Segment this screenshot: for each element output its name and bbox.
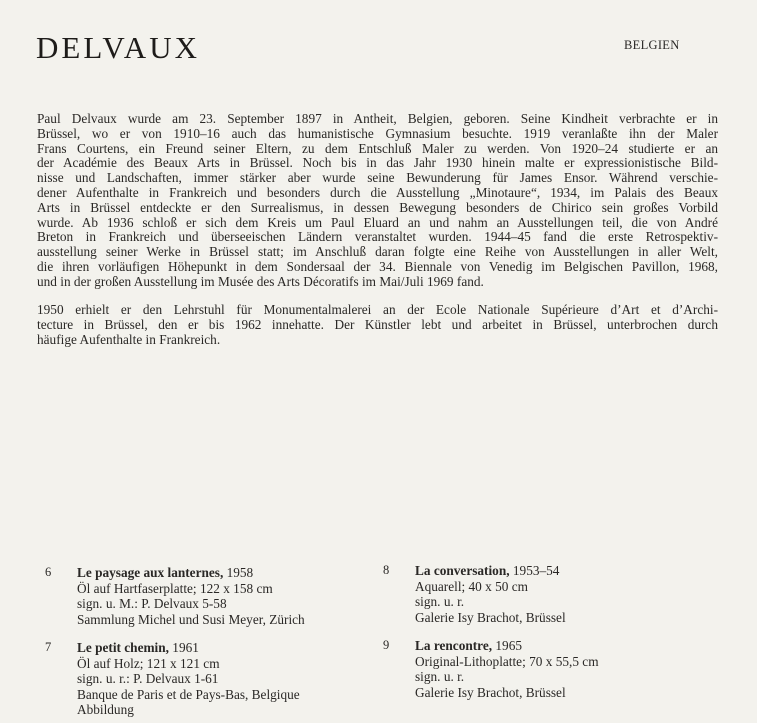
artwork-title-line [415,638,599,654]
text-line: wurde. Ab 1936 schloß er sich dem Kreis um Paul Eluard an und nahm an Ausstellungen teil, die von André [37,214,718,230]
artwork-year: 1965 [495,638,522,653]
text-line: und in der großen Ausstellung im Musée des Arts Décoratifs im Mai/Juli 1969 fand. [37,273,484,289]
artwork-detail: Galerie Isy Brachot, Brüssel [415,609,566,625]
catalog-entry [415,563,566,625]
artwork-title-line [77,640,300,656]
catalog-number: 9 [383,638,390,652]
artwork-detail: sign. u. r. [415,669,465,684]
artwork-detail: Abbildung [77,702,134,717]
artwork-title-line [415,563,566,579]
artwork-year: 1961 [172,640,199,655]
artwork-detail: Öl auf Hartfaserplatte; 122 x 158 cm [77,580,273,596]
text-line: Brüssel, wo er von 1910–16 auch das humanistische Gymnasium besuchte. 1919 veranlaßte ihn der Maler [37,125,718,141]
text-line: nisse und Landschaften, immer stärker aber wurde seine Bewunderung für James Ensor. Während verschie- [37,170,718,186]
text-line: Paul Delvaux wurde am 23. September 1897 in Antheit, Belgien, geboren. Seine Kindheit verbrachte er in [37,111,718,126]
artwork-title-line [77,565,305,581]
catalog-entry [77,640,300,718]
catalog-entry [77,565,305,627]
artwork-detail: Banque de Paris et de Pays-Bas, Belgique [77,686,300,702]
biography-paragraph-2 [37,303,718,347]
text-line: 1950 erhielt er den Lehrstuhl für Monumentalmalerei an der Ecole Nationale Supérieure d’Art et d’Archi- [37,302,718,317]
text-line: tecture in Brüssel, den er bis 1962 innehatte. Der Künstler lebt und arbeitet in Brüssel, unterbrochen durch [37,316,718,332]
artwork-detail: Original-Lithoplatte; 70 x 55,5 cm [415,653,599,669]
artwork-detail: sign. u. r.: P. Delvaux 1-61 [77,671,219,686]
artwork-detail: Sammlung Michel und Susi Meyer, Zürich [77,611,305,627]
text-line: häufige Aufenthalte in Frankreich. [37,331,221,347]
artwork-detail: Galerie Isy Brachot, Brüssel [415,684,566,700]
artwork-detail: sign. u. r. [415,594,465,609]
country-label: BELGIEN [624,38,680,52]
artwork-title: Le paysage aux lanternes, [77,565,224,580]
text-line: ausstellung seiner Werke in Brüssel statt; im Anschluß daran folgte eine Reihe von Ausstellungen in aller Welt, [37,244,718,260]
artwork-year: 1953–54 [512,563,560,578]
biography-paragraph-1 [37,112,718,290]
text-line: Frans Courtens, ein Freund seiner Eltern, zu dem Entschluß Maler zu werden. Von 1920–24 studierte er an [37,140,718,156]
artwork-title: Le petit chemin, [77,640,169,655]
text-line: Breton in Frankreich und überseeischen Ländern veranstaltet wurden. 1944–45 fand die erste Retrospektiv- [37,229,718,245]
artwork-detail: Aquarell; 40 x 50 cm [415,578,528,594]
catalog-number: 7 [45,640,52,654]
artist-name-heading: DELVAUX [36,30,200,65]
text-line: dener Aufenthalte in Frankreich und besonders durch die Ausstellung „Minotaure“, 1934, im Palais des Beaux [37,184,718,200]
artwork-detail: Öl auf Holz; 121 x 121 cm [77,655,220,671]
text-line: der Académie des Beaux Arts in Brüssel. Noch bis in das Jahr 1930 hinein malte er expressionistische Bild- [37,155,718,171]
catalog-entry [415,638,599,700]
artwork-detail: sign. u. M.: P. Delvaux 5-58 [77,596,227,611]
artwork-title: La rencontre, [415,638,493,653]
artwork-title: La conversation, [415,563,510,578]
catalog-number: 6 [45,565,52,579]
text-line: die ihren vorläufigen Höhepunkt in dem Sondersaal der 34. Biennale von Venedig im Belgischen Pavillon, 1968, [37,258,718,274]
text-line: Arts in Brüssel entdeckte er den Surrealismus, in dessen Bewegung besonders de Chirico sein großes Vorbild [37,199,718,215]
artwork-year: 1958 [226,565,254,580]
catalog-number: 8 [383,563,390,577]
